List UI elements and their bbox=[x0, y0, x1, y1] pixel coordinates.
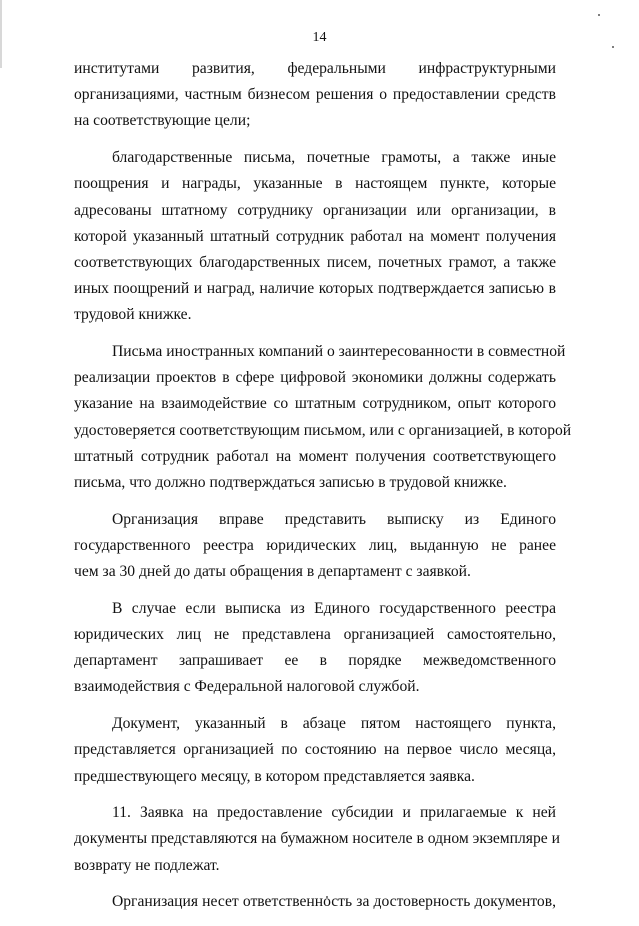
scan-speck bbox=[598, 14, 600, 16]
text-line: документы представляются на бумажном носителе в одном экземпляре и bbox=[74, 830, 560, 848]
text-line: Документ, указанный в абзаце пятом настоящего пункта, bbox=[112, 715, 556, 733]
text-line: трудовой книжке. bbox=[74, 306, 192, 324]
paragraph bbox=[74, 596, 556, 701]
text-line: указание на взаимодействие со штатным сотрудником, опыт которого bbox=[74, 395, 556, 413]
text-line: государственного реестра юридических лиц, выданную не ранее bbox=[74, 536, 556, 554]
scan-speck bbox=[612, 46, 614, 48]
text-line: штатный сотрудник работал на момент получения соответствующего bbox=[74, 447, 556, 465]
text-line: Организация вправе представить выписку из Единого bbox=[112, 510, 556, 528]
text-line: юридических лиц не представлена организацией самостоятельно, bbox=[74, 626, 556, 644]
text-line: представляется организацией по состоянию на первое число месяца, bbox=[74, 741, 556, 759]
text-line: письма, что должно подтверждаться записью в трудовой книжке. bbox=[74, 474, 507, 492]
paragraph bbox=[74, 339, 572, 496]
text-line: чем за 30 дней до даты обращения в департамент с заявкой. bbox=[74, 563, 471, 581]
text-line: 11. Заявка на предоставление субсидии и прилагаемые к ней bbox=[112, 804, 556, 822]
paragraph bbox=[74, 507, 556, 586]
text-line: адресованы штатному сотруднику организации или организации, в bbox=[74, 201, 556, 219]
text-line: Письма иностранных компаний о заинтересованности в совместной bbox=[112, 343, 566, 361]
text-line: благодарственные письма, почетные грамоты, а также иные bbox=[112, 149, 556, 167]
text-line: Организация несет ответственность за достоверность документов, bbox=[112, 893, 556, 911]
text-line: иных поощрений и наград, наличие которых подтверждается записью в bbox=[74, 280, 556, 298]
text-line: возврату не подлежат. bbox=[74, 856, 220, 874]
text-line: реализации проектов в сфере цифровой экономики должны содержать bbox=[74, 369, 556, 387]
text-line: департамент запрашивает ее в порядке межведомственного bbox=[74, 652, 556, 670]
paragraph bbox=[74, 711, 556, 790]
paragraph bbox=[74, 889, 556, 915]
page-number: 14 bbox=[312, 30, 327, 45]
paragraph bbox=[74, 145, 556, 328]
text-line: поощрения и награды, указанные в настоящем пункте, которые bbox=[74, 175, 556, 193]
text-line: предшествующего месяцу, в котором представляется заявка. bbox=[74, 767, 475, 785]
text-line: на соответствующие цели; bbox=[74, 112, 251, 130]
text-line: В случае если выписка из Единого государственного реестра bbox=[112, 599, 556, 617]
text-line: удостоверяется соответствующим письмом, или с организацией, в которой bbox=[74, 421, 572, 439]
text-line: организациями, частным бизнесом решения о предоставлении средств bbox=[74, 86, 556, 104]
paragraph bbox=[74, 56, 556, 135]
document-body bbox=[74, 56, 572, 926]
text-line: соответствующих благодарственных писем, почетных грамот, а также bbox=[74, 253, 556, 271]
text-line: которой указанный штатный сотрудник работал на момент получения bbox=[74, 227, 556, 245]
text-line: институтами развития, федеральными инфраструктурными bbox=[74, 60, 556, 77]
paragraph bbox=[74, 800, 560, 879]
text-line: взаимодействия с Федеральной налоговой службой. bbox=[74, 678, 420, 696]
